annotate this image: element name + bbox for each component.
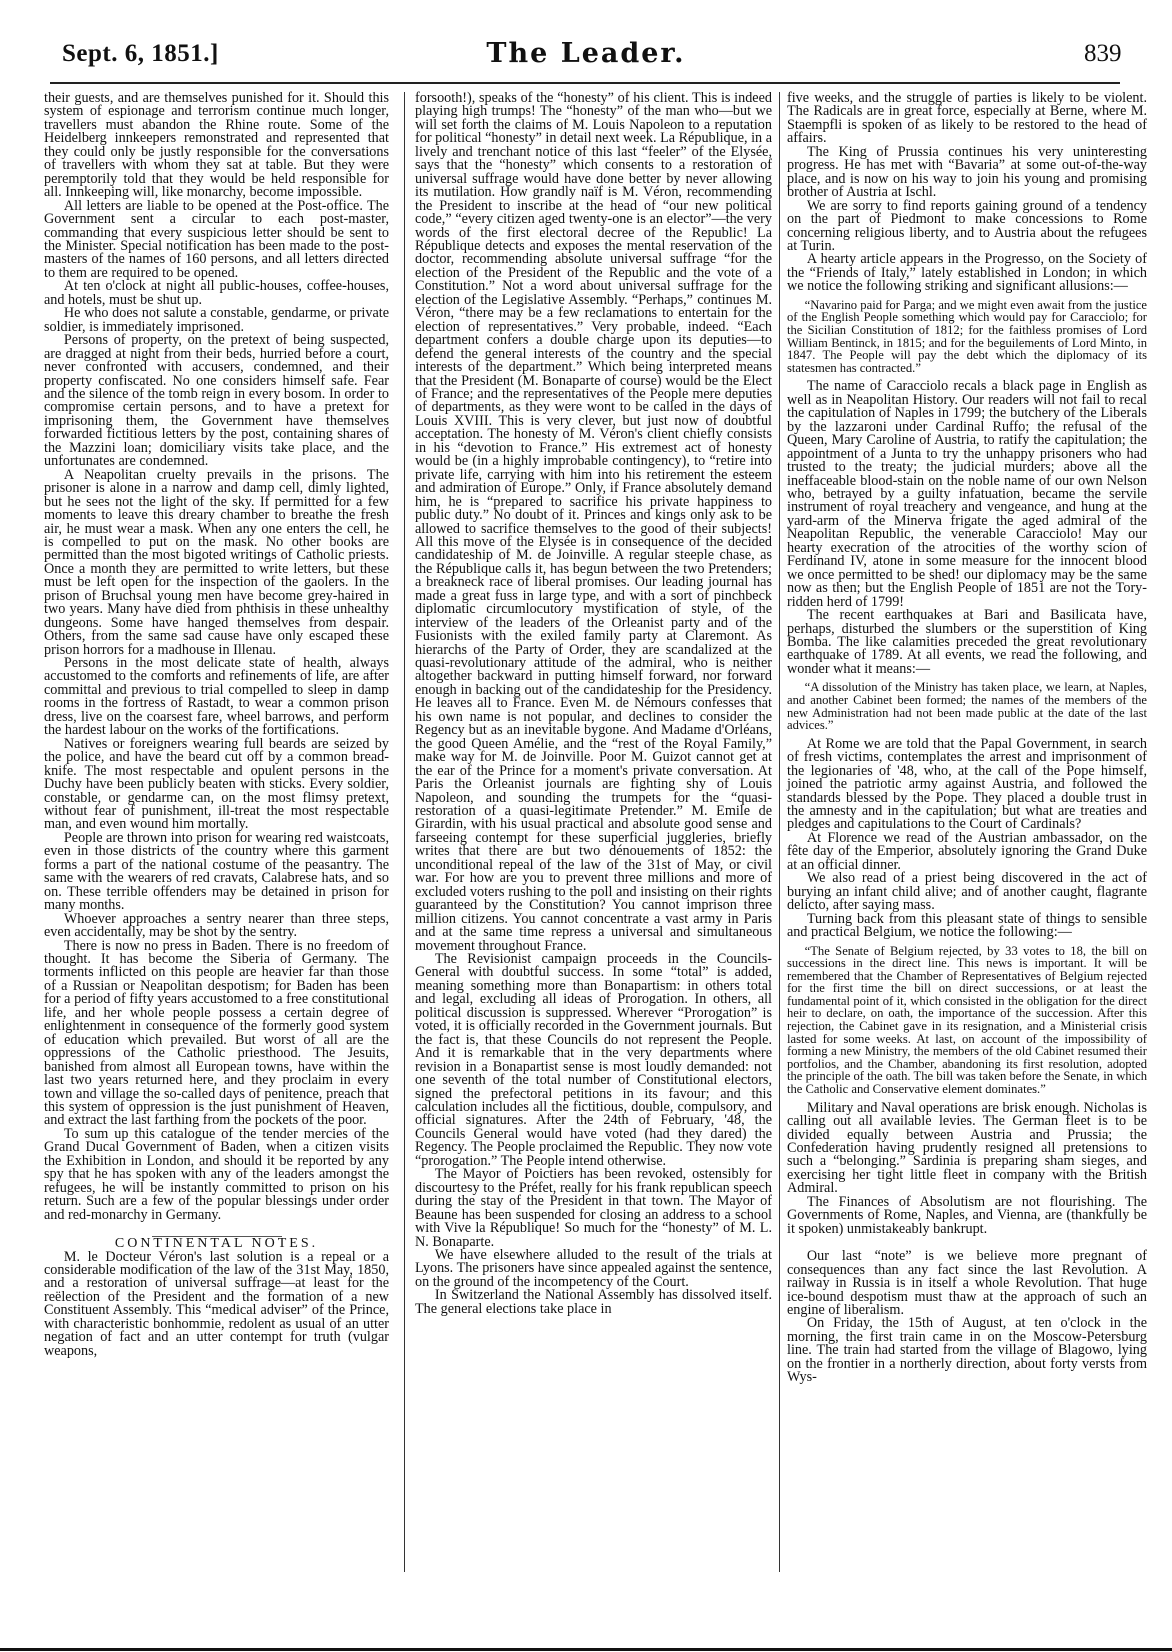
paragraph: The King of Prussia continues his very uninteresting progress. He has met with “Bavaria” at some out-of-the-way place, and is now on his way to join his young and promising brother of Austria at Ischl. [787, 143, 1147, 201]
column-divider [404, 92, 405, 1572]
page-number: 839 [1084, 40, 1122, 67]
paragraph: The recent earthquakes at Bari and Basilicata have, perhaps, disturbed the slumbers or the superstition of King Bomba. The like calamities preceded the great revolutionary earthquake of 1789. At all events, we read the following, and wonder what it means:— [787, 607, 1147, 677]
paragraph: Our last “note” is we believe more pregnant of consequences than any fact since the last Revolution. A railway in Russia is in itself a whole Revolution. That huge ice-bound despotism must thaw at the approach of such an engine of liberalism. [787, 1248, 1147, 1318]
section-heading: CONTINENTAL NOTES. [114, 1236, 319, 1252]
page-bottom-edge [0, 1648, 1172, 1651]
block-quote: “Navarino paid for Parga; and we might even await from the justice of the English People something which would pay for Caracciolo; for the Sicilian Constitution of 1812; for the faithless promises of Lord William Bentinck, in 1815; and for the beguilements of Lord Minto, in 1847. The People will pay the debt which the diplomacy of its statesmen has contracted.” [787, 297, 1147, 375]
column-divider [779, 92, 780, 1572]
paragraph: The name of Caracciolo recals a black page in English as well as in Neapolitan History. Our readers will not fail to recal the capitulation of Naples in 1799; the butchery of the Liberals by the lazzaroni under Cardinal Ruffo; the refusal of the Queen, Mary Caroline of Austria, to ratify the capitulation; the appointment of a Junta to try the unhappy prisoners who had trusted to the treaty; the judicial murders; above all the ineffaceable blood-stain on the noble name of our own Nelson who, betrayed by a guilty infatuation, became the servile instrument of royal treachery and vengeance, and hung at the yard-arm of the Minerva frigate the aged admiral of the Neapolitan Republic, the venerable Caracciolo! May our hearty execration of the atrocities of the worthy scion of Ferdinand IV, atone in some measure for the innocent blood we once permitted to be shed! our diplomacy may be the same now as then; but the English People of 1851 are not the Tory-ridden herd of 1799! [787, 378, 1147, 610]
paragraph: We also read of a priest being discovered in the act of burying an infant child alive; and of another caught, flagrante delicto, after saying mass. [787, 870, 1147, 914]
paragraph: There is now no press in Baden. There is no freedom of thought. It has become the Siberia of Germany. The torments inflicted on this people are heavier far than those of a Russian or Neapolitan despotism; for Baden has been for a period of fifty years accustomed to a free constitutional life, and her whole people possess a certain degree of enlightenment in consequence of the formerly good system of education which prevailed. But worst of all are the oppressions of the Catholic priesthood. The Jesuits, banished from almost all European towns, have within the last two years returned here, and they proclaim in every town and village the so-called days of penitence, preach that this system of oppression is the just punishment of Heaven, and extract the last farthing from the pockets of the poor. [44, 937, 389, 1129]
masthead-title: The Leader. [486, 38, 686, 69]
paragraph: The Mayor of Poictiers has been revoked, ostensibly for discourtesy to the Préfet, really for his frank republican speech during the stay of the President in that town. The Mayor of Beaune has been suspended for closing an address to a school with Vive la République! So much for the “honesty” of M. L. N. Bonaparte. [415, 1166, 772, 1250]
paragraph: To sum up this catalogue of the tender mercies of the Grand Ducal Government of Baden, when a citizen visits the Exhibition in London, and should it be reported by any spy that he has spoken with any of the leaders amongst the refugees, he will be instantly committed to prison on his return. Such are a few of the popular blessings under order and red-monarchy in Germany. [44, 1125, 389, 1223]
paragraph: People are thrown into prison for wearing red waistcoats, even in those districts of the country where this garment forms a part of the national costume of the peasantry. The same with the wearers of red cravats, Calabrese hats, and so on. These terrible offenders may be detained in prison for many months. [44, 829, 389, 914]
header-rule [50, 82, 1120, 84]
paragraph: We have elsewhere alluded to the result of the trials at Lyons. The prisoners have since appealed against the sentence, on the ground of the incompetency of the Court. [415, 1246, 772, 1290]
paragraph: M. le Docteur Véron's last solution is a repeal or a considerable modification of the law of the 31st May, 1850, and a restoration of universal suffrage—at least for the reëlection of the President and the formation of a new Constituent Assembly. This “medical adviser” of the Prince, with characteristic bonhommie, redolent as usual of an utter negation of fact and an utter contempt for truth (vulgar weapons, [44, 1248, 389, 1359]
paragraph: their guests, and are themselves punished for it. Should this system of espionage and terrorism continue much longer, travellers must abandon the Rhine route. Some of the Heidelberg innkeepers remonstrated and represented that they could only be justly responsible for the conversations of travellers with whom they sat at table. But they were peremptorily told that they would be held responsible for all. Innkeeping will, like monarchy, become impossible. [44, 90, 389, 201]
paragraph: forsooth!), speaks of the “honesty” of his client. This is indeed playing high trumps! The “honesty” of the man who—but we will set forth the claims of M. Louis Napoleon to a reputation for political “honesty” in detail next week. La République, in a lively and trenchant notice of this last “feeler” of the Elysée, says that the “honesty” which consents to a restoration of universal suffrage would have done better by never allowing its mutilation. How grandly naïf is M. Véron, recommending the President to inscribe at the head of “our new political code,” “every citizen aged twenty-one is an elector”—the very words of the first electoral decree of the Republic! La République detects and exposes the mental reservation of the doctor, recommending absolute universal suffrage “for the election of the President of the Republic and the vote of a Constitution.” Not a word about universal suffrage for the election of the Legislative Assembly. “Perhaps,” continues M. Véron, “there may be a few reclamations to entertain for the election of representatives.” Very probable, indeed. “Each department confers a double charge upon its deputies—to defend the general interests of the country and the special interests of the department.” Which being interpreted means that the President (M. Bonaparte of course) would be the Elect of France; and the representatives of the People mere deputies of departments, as they were wont to be called in the days of Louis XVIII. This is very clever, but just now of doubtful acceptation. The honesty of M. Véron's client chiefly consists in his “devotion to France.” His extremest act of honesty would be (in a highly improbable contingency), to “retire into private life, carrying with him into his retirement the esteem and admiration of Europe.” Only, if France absolutely demand him, he is “prepared to sacrifice his private happiness to public duty.” No doubt of it. Princes and kings only ask to be allowed to sacrifice themselves to the good of their subjects! All this move of the Elysée is in consequence of the decided candidateship of M. de Joinville. A regular steeple chase, as the République calls it, has begun between the two Pretenders; a breakneck race of liberal promises. Our leading journal has made a great fuss in large type, and with a sort of pinchbeck diplomatic circumlocutory mystification of style, of the interview of the leaders of the Orleanist party and of the Fusionists with the exiled family party at Claremont. As hierarchs of the Party of Order, they are scandalized at the quasi-revolutionary attitude of the admiral, who is neither altogether backward in putting himself forward, nor forward enough in backing out of the candidateship for the Presidency. He leaves all to France. Even M. de Némours confesses that his own name is not popular, and declines to consider the Regency but as an inevitable bygone. And Madame d'Orléans, the good Queen Amélie, and the “rest of the Royal Family,” make way for M. de Joinville. Poor M. Guizot cannot get at the ear of the Prince for a moment's private conversation. At Paris the Orleanist journals are fighting shy of Louis Napoleon, and sounding the trumpets for the “quasi-restoration of a quasi-legitimate Pretender.” M. Emile de Girardin, with his usual practical and absolute good sense and farseeing contempt for these superficial juggleries, briefly writes that there are but two dénouements of 1852: the unconditional repeal of the law of the 31st of May, or civil war. For how are you to prevent three millions and more of excluded voters rushing to the poll and insisting on their rights guaranteed by the Constitution? You cannot imprison three million citizens. You cannot concentrate a vast army in Paris and at the same time repress a universal and simultaneous movement throughout France. [415, 90, 772, 954]
paragraph: Whoever approaches a sentry nearer than three steps, even accidentally, may be shot by the sentry. [44, 910, 389, 941]
paragraph: In Switzerland the National Assembly has dissolved itself. The general elections take place in [415, 1287, 772, 1317]
block-quote: “A dissolution of the Ministry has taken place, we learn, at Naples, and another Cabinet been formed; the names of the members of the new Administration had not been made public at the date of the last advices.” [787, 680, 1147, 733]
paragraph: The Finances of Absolutism are not flourishing. The Governments of Rome, Naples, and Vienna, are (thankfully be it spoken) unmistakeably bankrupt. [787, 1193, 1147, 1237]
paragraph: On Friday, the 15th of August, at ten o'clock in the morning, the first train came in on the Moscow-Petersburg line. The train had started from the village of Blagowo, lying on the frontier in a northerly direction, about forty versts from Wys- [787, 1315, 1147, 1386]
paragraph: At Rome we are told that the Papal Government, in search of fresh victims, contemplates the arrest and imprisonment of the legionaries of '48, who, at the call of the Pope himself, joined the patriotic army against Austria, and followed the standards blessed by the Pope. They placed a double trust in the amnesty and in the capitulation; but what are treaties and pledges and capitulations to the Court of Cardinals? [787, 735, 1147, 833]
paragraph: Persons in the most delicate state of health, always accustomed to the comforts and refinements of life, are after committal and previous to trial compelled to sleep in damp rooms in the fortress of Rastadt, to wear a common prison dress, live on the coarsest fare, wheel barrows, and perform the hardest labour on the works of the fortifications. [44, 655, 389, 739]
column-1 [44, 92, 389, 1358]
paragraph: We are sorry to find reports gaining ground of a tendency on the part of Piedmont to make concessions to Rome concerning religious liberty, and to Austria about the refugees at Turin. [787, 197, 1147, 254]
block-quote: “The Senate of Belgium rejected, by 33 votes to 18, the bill on successions in the direct line. This news is important. It will be remembered that the Chamber of Representatives of Belgium rejected for the first time the bill on direct successions, or at least the fundamental point of it, which consisted in the obligation for the direct heir to declare, on oath, the importance of the succession. After this rejection, the Cabinet gave in its resignation, and a Ministerial crisis lasted for some weeks. At last, on account of the impossibility of forming a new Ministry, the members of the old Cabinet resumed their portfolios, and the Chamber, abandoning its first resolution, adopted the principle of the oath. The bill was taken before the Senate, in which the Catholic and Conservative element dominates.” [787, 943, 1147, 1097]
paragraph: A Neapolitan cruelty prevails in the prisons. The prisoner is alone in a narrow and damp cell, dimly lighted, but he sees not the light of the sky. If permitted for a few moments to leave this dreary chamber to breathe the fresh air, he must wear a mask. When any one enters the cell, he is compelled to put on the mask. No other books are permitted than the most bigoted writings of Catholic priests. Once a month they are permitted to write letters, but these must be left open for the inspection of the gaolers. In the prison of Bruchsal young men have become grey-haired in two years. Many have died from phthisis in these unhealthy dungeons. Some have hanged themselves from despair. Others, from the same sad cause have only escaped these prison horrors for a madhouse in Illenau. [44, 466, 389, 658]
paragraph: A hearty article appears in the Progresso, on the Society of the “Friends of Italy,” lately established in London; in which we notice the following striking and significant allusions:— [787, 251, 1147, 295]
issue-date: Sept. 6, 1851.] [62, 40, 219, 67]
paragraph: Natives or foreigners wearing full beards are seized by the police, and have the beard cut off by a common bread-knife. The most respectable and opulent persons in the Duchy have been publicly beaten with sticks. Every soldier, constable, or gendarme can, on the most flimsy pretext, without fear of punishment, ill-treat the most respectable man, and even wound him mortally. [44, 735, 389, 833]
paragraph: At Florence we read of the Austrian ambassador, on the fête day of the Emperior, absolutely ignoring the Grand Duke at an official dinner. [787, 829, 1147, 873]
paragraph: Persons of property, on the pretext of being suspected, are dragged at night from their beds, hurried before a court, never confronted with accusers, condemned, and their property confiscated. No one considers himself safe. Fear and the silence of the tomb reign in every bosom. In order to compromise certain persons, and to have a pretext for imprisoning them, the Government have themselves forwarded fictitious letters by the post, containing shares of the Mazzini loan; domiciliary visits take place, and the unfortunates are condemned. [44, 332, 389, 470]
paragraph: The Revisionist campaign proceeds in the Councils-General with doubtful success. In some “total” is added, meaning something more than Bonapartism: in others total and legal, excluding all ideas of Prorogation. In others, all political discussion is suppressed. Wherever “Prorogation” is voted, it is officially recorded in the Government journals. But the fact is, that these Councils do not represent the People. And it is remarkable that in the very departments where revision in a Bonapartist sense is most loudly demanded: not one seventh of the total number of Constitutional electors, signed the prefectoral petitions in its favour; and this calculation includes all the fictitious, double, compulsory, and official signatures. After the 24th of February, '48, the Councils General would have voted (had they dared) the Regency. The People proclaimed the Republic. They now vote “prorogation.” The People intend otherwise. [415, 951, 772, 1169]
column-2 [415, 92, 772, 1316]
paragraph: At ten o'clock at night all public-houses, coffee-houses, and hotels, must be shut up. [44, 278, 389, 308]
paragraph: Turning back from this pleasant state of things to sensible and practical Belgium, we notice the following:— [787, 910, 1147, 941]
paragraph: All letters are liable to be opened at the Post-office. The Government sent a circular to each post-master, commanding that every suspicious letter should be sent to the Minister. Special notification has been made to the post-masters of the names of 160 persons, and all letters directed to them are required to be opened. [44, 197, 389, 281]
paragraph: Military and Naval operations are brisk enough. Nicholas is calling out all available levies. The German fleet is to be divided equally between Austria and Prussia; the Confederation having prudently resigned all pretensions to such a “belonging.” Sardinia is preparing sham sieges, and exercising her tight little fleet in company with the British Admiral. [787, 1099, 1147, 1197]
paragraph: five weeks, and the struggle of parties is likely to be violent. The Radicals are in great force, especially at Berne, where M. Staempfli is spoken of as likely to be restored to the head of affairs. [787, 90, 1147, 147]
paragraph: He who does not salute a constable, gendarme, or private soldier, is immediately imprisoned. [44, 305, 389, 335]
column-3 [787, 92, 1147, 1385]
